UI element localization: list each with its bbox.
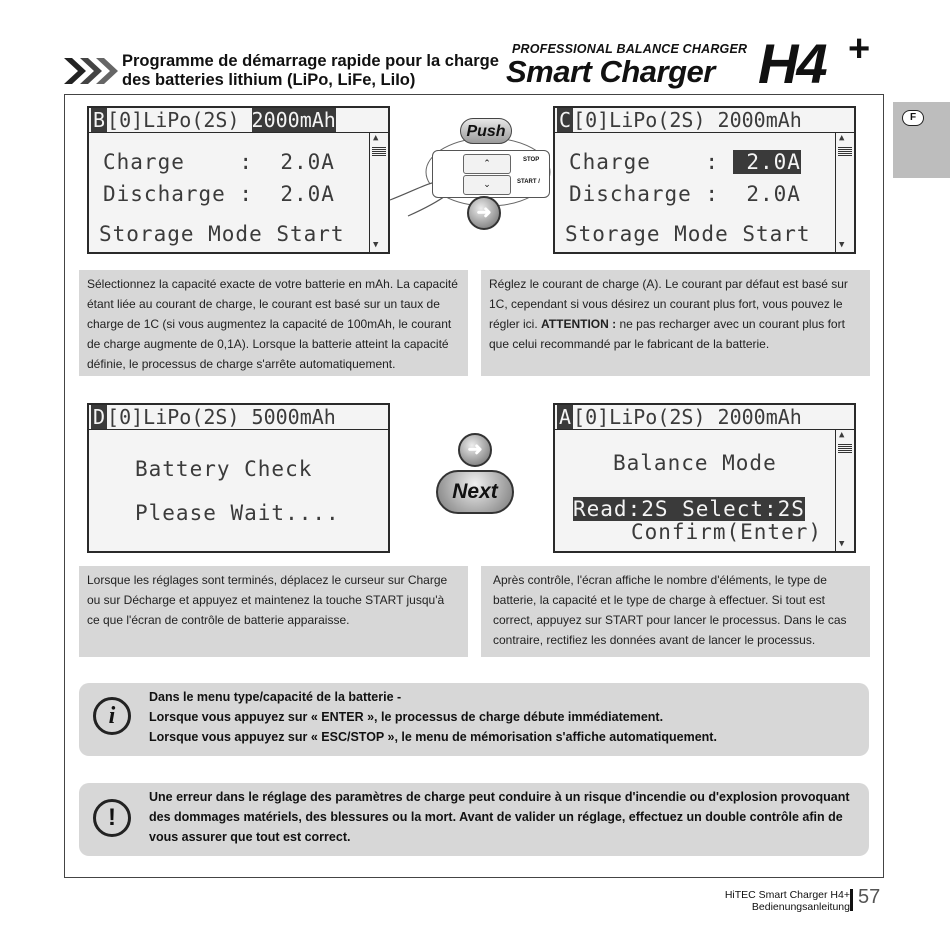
footer-line2: Bedienungsanleitung	[751, 901, 850, 913]
lcd-line-discharge: Discharge : 2.0A	[569, 182, 801, 206]
lcd-screen-balance-mode	[553, 403, 856, 553]
language-badge: F	[902, 110, 924, 126]
next-button-graphic: Next	[436, 470, 514, 514]
scroll-down-icon: ▼	[839, 539, 845, 549]
description-start: Lorsque les réglages sont terminés, déplacez le curseur sur Charge ou sur Décharge et appuyez et maintenez la touche START jusqu'à ce que l'écran de contrôle de batterie apparaisse.	[79, 566, 468, 657]
lcd-line-please-wait: Please Wait....	[135, 501, 340, 525]
lcd-scrollbar	[369, 132, 388, 252]
page-title	[122, 52, 512, 90]
lcd-screen-battery-check	[87, 403, 390, 553]
brand-name: Smart Charger	[506, 54, 715, 89]
lcd-line-discharge: Discharge : 2.0A	[103, 182, 335, 206]
capacity-selected: 2000mAh	[251, 108, 336, 132]
footer-line1: HiTEC Smart Charger H4+	[724, 889, 850, 901]
info-icon: i	[93, 697, 131, 735]
arrow-right-icon: ➜	[458, 433, 492, 467]
brand-plus: +	[848, 28, 871, 70]
lcd-header	[555, 108, 854, 133]
lcd-line-balance-mode: Balance Mode	[613, 451, 777, 475]
info-note-line2: Lorsque vous appuyez sur « ENTER », le processus de charge débute immédiatement.	[149, 710, 664, 724]
lcd-header-text: [0]LiPo(2S) 2000mAh	[573, 108, 802, 132]
lcd-screen-capacity	[87, 106, 390, 254]
description-current	[481, 270, 870, 376]
cell-count-selected: Read:2S Select:2S	[573, 497, 805, 521]
scroll-up-icon: ▲	[839, 430, 845, 440]
arrow-right-icon: ➜	[467, 196, 501, 230]
info-note	[79, 683, 869, 756]
info-note-line3: Lorsque vous appuyez sur « ESC/STOP », le menu de mémorisation s'affiche automatiquement.	[149, 730, 717, 744]
info-note-text	[149, 687, 855, 747]
scroll-thumb	[372, 146, 386, 156]
brand-model: H4	[758, 32, 826, 95]
lcd-header	[89, 108, 388, 133]
scroll-thumb	[838, 146, 852, 156]
up-key: ⌃	[463, 154, 511, 174]
warning-note	[79, 783, 869, 856]
keypad-graphic	[432, 150, 550, 198]
scroll-thumb	[838, 443, 852, 453]
page-title-line1: Programme de démarrage rapide pour la charge	[122, 52, 499, 70]
charge-current-selected: 2.0A	[732, 150, 801, 174]
chevron-arrows-icon	[64, 54, 120, 88]
lcd-line-charge: Charge : 2.0A	[103, 150, 335, 174]
lcd-scrollbar	[835, 132, 854, 252]
step-letter: D	[93, 405, 106, 429]
footer-divider	[850, 889, 853, 911]
lcd-header	[555, 405, 854, 430]
attention-label: ATTENTION :	[541, 317, 617, 331]
info-note-line1: Dans le menu type/capacité de la batterie -	[149, 690, 402, 704]
lcd-header	[89, 405, 388, 430]
lcd-line-read-select	[573, 497, 805, 521]
lcd-line-battery-check: Battery Check	[135, 457, 313, 481]
scroll-down-icon: ▼	[373, 240, 379, 250]
step-letter: C	[559, 108, 572, 132]
lcd-screen-current	[553, 106, 856, 254]
down-key: ⌄	[463, 175, 511, 195]
lcd-scrollbar	[835, 429, 854, 551]
lcd-line-storage: Storage Mode Start	[565, 222, 811, 246]
scroll-down-icon: ▼	[839, 240, 845, 250]
brand-subtitle: PROFESSIONAL BALANCE CHARGER	[512, 42, 748, 56]
description-capacity: Sélectionnez la capacité exacte de votre batterie en mAh. La capacité étant liée au courant de charge, le courant est basé sur un taux de charge de 1C (si vous augmentez la capacité de 100mAh, le courant de charge augmente de 0,1A). Lorsque la batterie atteint la capacité définie, le processus de charge s'arrête automatiquement.	[79, 270, 468, 376]
push-button-graphic: Push	[460, 118, 512, 144]
page-title-line2: des batteries lithium (LiPo, LiFe, LiIo)	[122, 71, 416, 89]
description-current-warning: ne pas recharger avec un courant plus fort que celui recommandé par le fabricant de la batterie.	[489, 317, 845, 351]
description-confirm: Après contrôle, l'écran affiche le nombre d'éléments, le type de batterie, la capacité et le type de charge à effectuer. Si tout est correct, appuyez sur START pour lancer le processus. Dans le cas contraire, rectifiez les données avant de lancer le processus.	[481, 566, 870, 657]
warning-note-text: Une erreur dans le réglage des paramètres de charge peut conduire à un risque d'incendie ou d'explosion provoquant des dommages matériels, des blessures ou la mort. Avant de valider un réglage, effectuez un double contrôle afin de vous assurer que tout est correct.	[149, 790, 850, 844]
lcd-header-text: [0]LiPo(2S) 2000mAh	[573, 405, 802, 429]
page-number: 57	[858, 886, 881, 908]
lcd-line-charge	[569, 150, 801, 174]
stop-key-label: STOP	[523, 157, 540, 163]
lcd-header-text: [0]LiPo(2S)	[107, 108, 252, 132]
lcd-header-text: [0]LiPo(2S) 5000mAh	[107, 405, 336, 429]
warning-icon: !	[93, 799, 131, 837]
step-letter: B	[93, 108, 106, 132]
start-key-label: START /	[517, 179, 540, 185]
description-current-text: Réglez le courant de charge (A). Le courant par défaut est basé sur 1C, cependant si vous désirez un courant plus fort, vous pouvez le régler ici.	[489, 277, 848, 331]
lcd-line-storage: Storage Mode Start	[99, 222, 345, 246]
scroll-up-icon: ▲	[373, 133, 379, 143]
scroll-up-icon: ▲	[839, 133, 845, 143]
step-letter: A	[559, 405, 572, 429]
charge-label: Charge :	[569, 150, 733, 174]
lcd-line-confirm: Confirm(Enter)	[631, 520, 823, 544]
footer-title	[725, 889, 850, 913]
